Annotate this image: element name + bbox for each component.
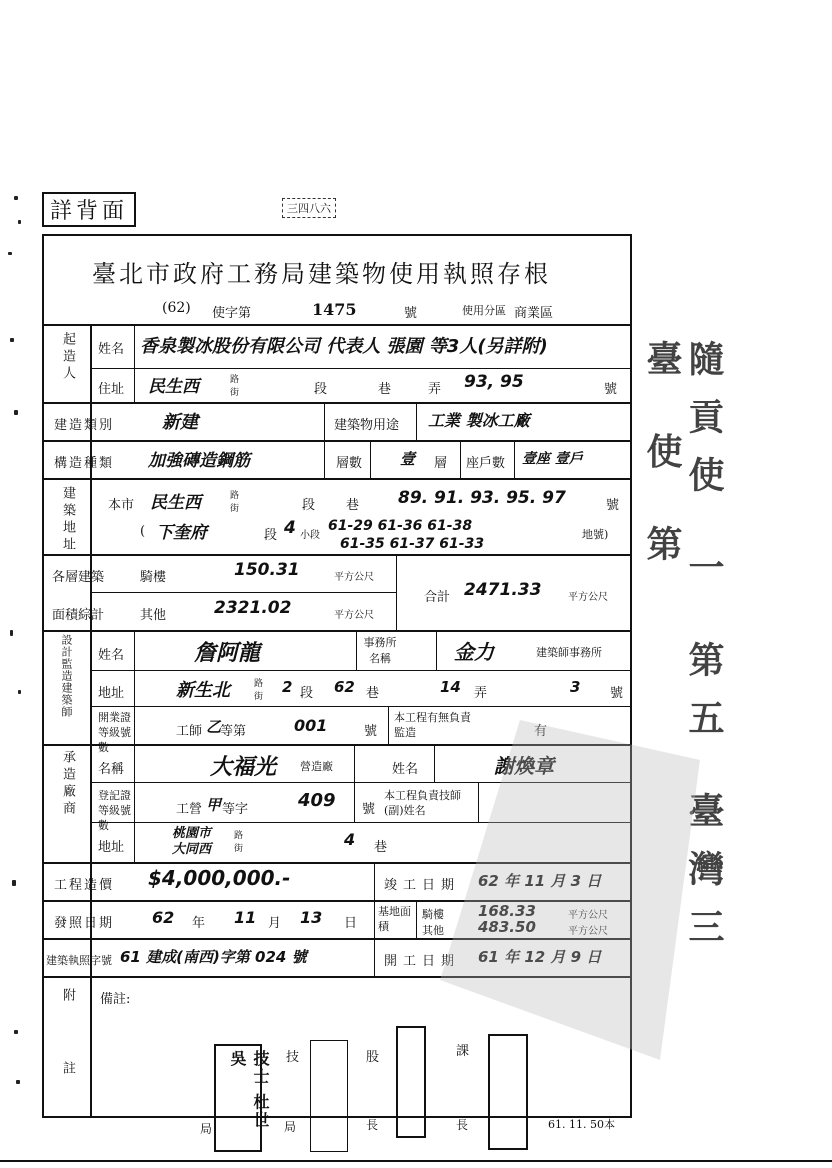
land-section-unit: 段: [264, 528, 278, 543]
issue-date-label: 發照日期: [54, 916, 115, 931]
supervise-value: 有: [534, 724, 548, 739]
stamp-seal-2: [396, 1026, 426, 1138]
architect-road: 新生北: [176, 680, 230, 701]
arcade-area-unit: 平方公尺: [334, 572, 374, 583]
builder-number: 93, 95: [464, 372, 524, 392]
signoff-bureau-2: 局: [284, 1120, 297, 1134]
license-no-label: 建築執照字號: [46, 954, 112, 967]
permit-year: (62): [162, 300, 191, 316]
land-subsection-unit: 小段: [300, 530, 320, 541]
contractor-name: 大福光: [210, 755, 277, 780]
architect-office-suffix: 建築師事務所: [536, 646, 602, 659]
builder-name-label: 姓名: [98, 342, 125, 357]
remarks-label: 備註:: [100, 992, 131, 1007]
license-no-value: 61 建成(南西)字第 024 號: [120, 948, 307, 966]
architect-group-label: 設計監造建築師: [60, 634, 73, 718]
land-close: 地號): [582, 528, 609, 541]
land-subsection: 4: [284, 518, 296, 538]
architect-license-suffix: 號: [364, 724, 378, 739]
architect-license-no: 001: [294, 716, 328, 735]
builder-road: 民生西: [148, 377, 199, 397]
permit-suffix: 號: [404, 306, 418, 321]
build-type-value: 新建: [162, 412, 198, 433]
scan-noise-artifact: [440, 720, 720, 1060]
land-numbers-2: 61-35 61-37 61-33: [340, 536, 485, 552]
district-label: 使用分區: [462, 304, 506, 317]
architect-address-label: 地址: [98, 686, 125, 701]
site-lane: 巷: [346, 498, 360, 513]
bleed-through-overlay: 隨貢使 一 第五 臺灣三 臺 使 第: [641, 340, 724, 966]
issue-day: 13: [300, 908, 323, 927]
builder-name: 香泉製冰股份有限公司 代表人 張園 等3人(另詳附): [140, 336, 548, 357]
contractor-reg-label: 登記證等級號數: [98, 789, 131, 832]
builder-road-unit: 路街: [230, 375, 240, 398]
architect-office-label: 事務所名稱: [363, 636, 397, 665]
architect-section: 2: [282, 678, 293, 696]
builder-group-label: 起造人: [60, 332, 75, 383]
architect-license-class: 工師: [176, 724, 203, 739]
scan-edge-line: [0, 1160, 832, 1162]
site-arcade-value: 168.33: [478, 902, 536, 920]
cost-value: $4,000,000.-: [148, 866, 291, 890]
builder-section: 段: [314, 382, 328, 397]
contractor-reg-class: 工營: [176, 802, 203, 817]
site-area-label: 基地面積: [378, 905, 411, 933]
area-group-label-1: 各層建築: [52, 570, 105, 585]
issue-month-unit: 月: [268, 916, 282, 931]
site-road: 民生西: [150, 493, 201, 513]
contractor-reg-mid: 等字: [222, 802, 249, 817]
site-city: 本市: [108, 498, 135, 513]
permit-number: 1475: [312, 300, 357, 319]
architect-number-unit: 號: [610, 686, 624, 701]
other-area-label: 其他: [140, 608, 167, 623]
contractor-name-label: 名稱: [98, 762, 125, 777]
units-label: 座戶數: [466, 456, 506, 471]
site-other-value: 483.50: [478, 918, 536, 936]
detail-back-stamp: 詳背面: [42, 192, 136, 227]
building-use-value: 工業 製冰工廠: [428, 411, 530, 430]
architect-license-label: 開業證等級號數: [98, 711, 131, 754]
clerk-seal: [214, 1044, 270, 1152]
district-value: 商業區: [514, 306, 554, 321]
permit-type: 使字第: [212, 306, 252, 321]
issue-month: 11: [234, 908, 257, 927]
contractor-reg-no: 409: [298, 790, 336, 811]
form-code: 三四八六: [282, 198, 336, 218]
print-note: 61. 11. 50本: [548, 1118, 615, 1131]
contractor-road: 桃園市 大同西: [172, 826, 212, 857]
land-open: (: [140, 524, 146, 539]
signoff-section: 股: [366, 1050, 380, 1065]
issue-year-unit: 年: [192, 916, 206, 931]
contractor-tech-label: 本工程負責技師(副)姓名: [384, 789, 461, 817]
architect-office: 金力: [454, 640, 494, 664]
floors-unit: 層: [434, 456, 448, 471]
cost-label: 工程造價: [54, 878, 115, 893]
area-group-label-2: 面積綜計: [52, 608, 105, 623]
contractor-person-label: 姓名: [392, 762, 419, 777]
contractor-road-unit: 路街: [234, 831, 244, 854]
builder-address-label: 住址: [98, 382, 125, 397]
architect-lane-unit: 巷: [366, 686, 380, 701]
contractor-lane-unit: 巷: [374, 840, 388, 855]
architect-license-grade: 乙: [206, 718, 222, 736]
site-other-unit: 平方公尺: [568, 926, 608, 937]
site-group-label: 建築地址: [60, 486, 75, 554]
land-section: 下奎府: [156, 523, 207, 543]
other-area-unit: 平方公尺: [334, 610, 374, 621]
contractor-reg-suffix: 號: [362, 802, 376, 817]
architect-license-mid: 等第: [220, 724, 247, 739]
architect-number: 3: [570, 678, 581, 696]
structure-label: 構造種類: [54, 456, 115, 471]
total-area-value: 2471.33: [464, 580, 542, 600]
site-road-unit: 路街: [230, 491, 240, 514]
start-date: 61 年 12 月 9 日: [478, 948, 602, 966]
other-area-value: 2321.02: [214, 598, 292, 618]
signoff-tech: 技: [286, 1050, 300, 1065]
total-area-label: 合計: [424, 590, 451, 605]
site-other-label: 其他: [422, 924, 444, 937]
signoff-bureau-1: 局: [200, 1122, 213, 1136]
architect-name-label: 姓名: [98, 648, 125, 663]
building-use-label: 建築物用途: [334, 418, 400, 433]
contractor-person: 謝煥章: [494, 754, 554, 778]
contractor-lane: 4: [344, 830, 356, 849]
architect-alley: 14: [440, 678, 461, 696]
site-arcade-unit: 平方公尺: [568, 910, 608, 921]
builder-number-unit: 號: [604, 382, 618, 397]
clerk-name: 技士 杜世吳: [228, 1050, 270, 1130]
site-arcade-label: 騎樓: [422, 908, 444, 921]
arcade-area-label: 騎樓: [140, 570, 167, 585]
arcade-area-value: 150.31: [234, 560, 300, 580]
architect-name: 詹阿龍: [194, 641, 261, 666]
remarks-group-label: 附註: [60, 988, 75, 1134]
form-title: 臺北市政府工務局建築物使用執照存根: [92, 260, 551, 288]
completion-date-label: 竣工日期: [384, 878, 461, 893]
contractor-address-label: 地址: [98, 840, 125, 855]
builder-lane: 巷: [378, 382, 392, 397]
land-numbers-1: 61-29 61-36 61-38: [328, 518, 473, 534]
architect-road-unit: 路街: [254, 679, 264, 702]
contractor-reg-grade: 甲: [206, 796, 222, 814]
supervise-label: 本工程有無負責監造: [394, 711, 471, 739]
architect-lane: 62: [334, 678, 355, 696]
architect-section-unit: 段: [300, 686, 314, 701]
contractor-group-label: 承造廠商: [60, 750, 75, 818]
issue-day-unit: 日: [344, 916, 358, 931]
total-area-unit: 平方公尺: [568, 592, 608, 603]
floors-value: 壹: [400, 450, 416, 468]
floors-label: 層數: [336, 456, 363, 471]
structure-value: 加強磚造鋼筋: [148, 451, 250, 471]
stamp-seal-1: [310, 1040, 348, 1152]
site-number-unit: 號: [606, 498, 620, 513]
units-value: 壹座 壹戶: [522, 451, 583, 467]
build-type-label: 建造類別: [54, 418, 115, 433]
contractor-name-suffix: 營造廠: [300, 760, 333, 773]
completion-date: 62 年 11 月 3 日: [478, 872, 602, 890]
signoff-chief-1: 長: [366, 1118, 379, 1132]
architect-alley-unit: 弄: [474, 686, 488, 701]
issue-year: 62: [152, 908, 175, 927]
signoff-division: 課: [456, 1044, 470, 1059]
start-date-label: 開工日期: [384, 954, 461, 969]
site-numbers: 89. 91. 93. 95. 97: [398, 488, 566, 508]
builder-alley: 弄: [428, 382, 442, 397]
site-section: 段: [302, 498, 316, 513]
signoff-chief-2: 長: [456, 1118, 469, 1132]
